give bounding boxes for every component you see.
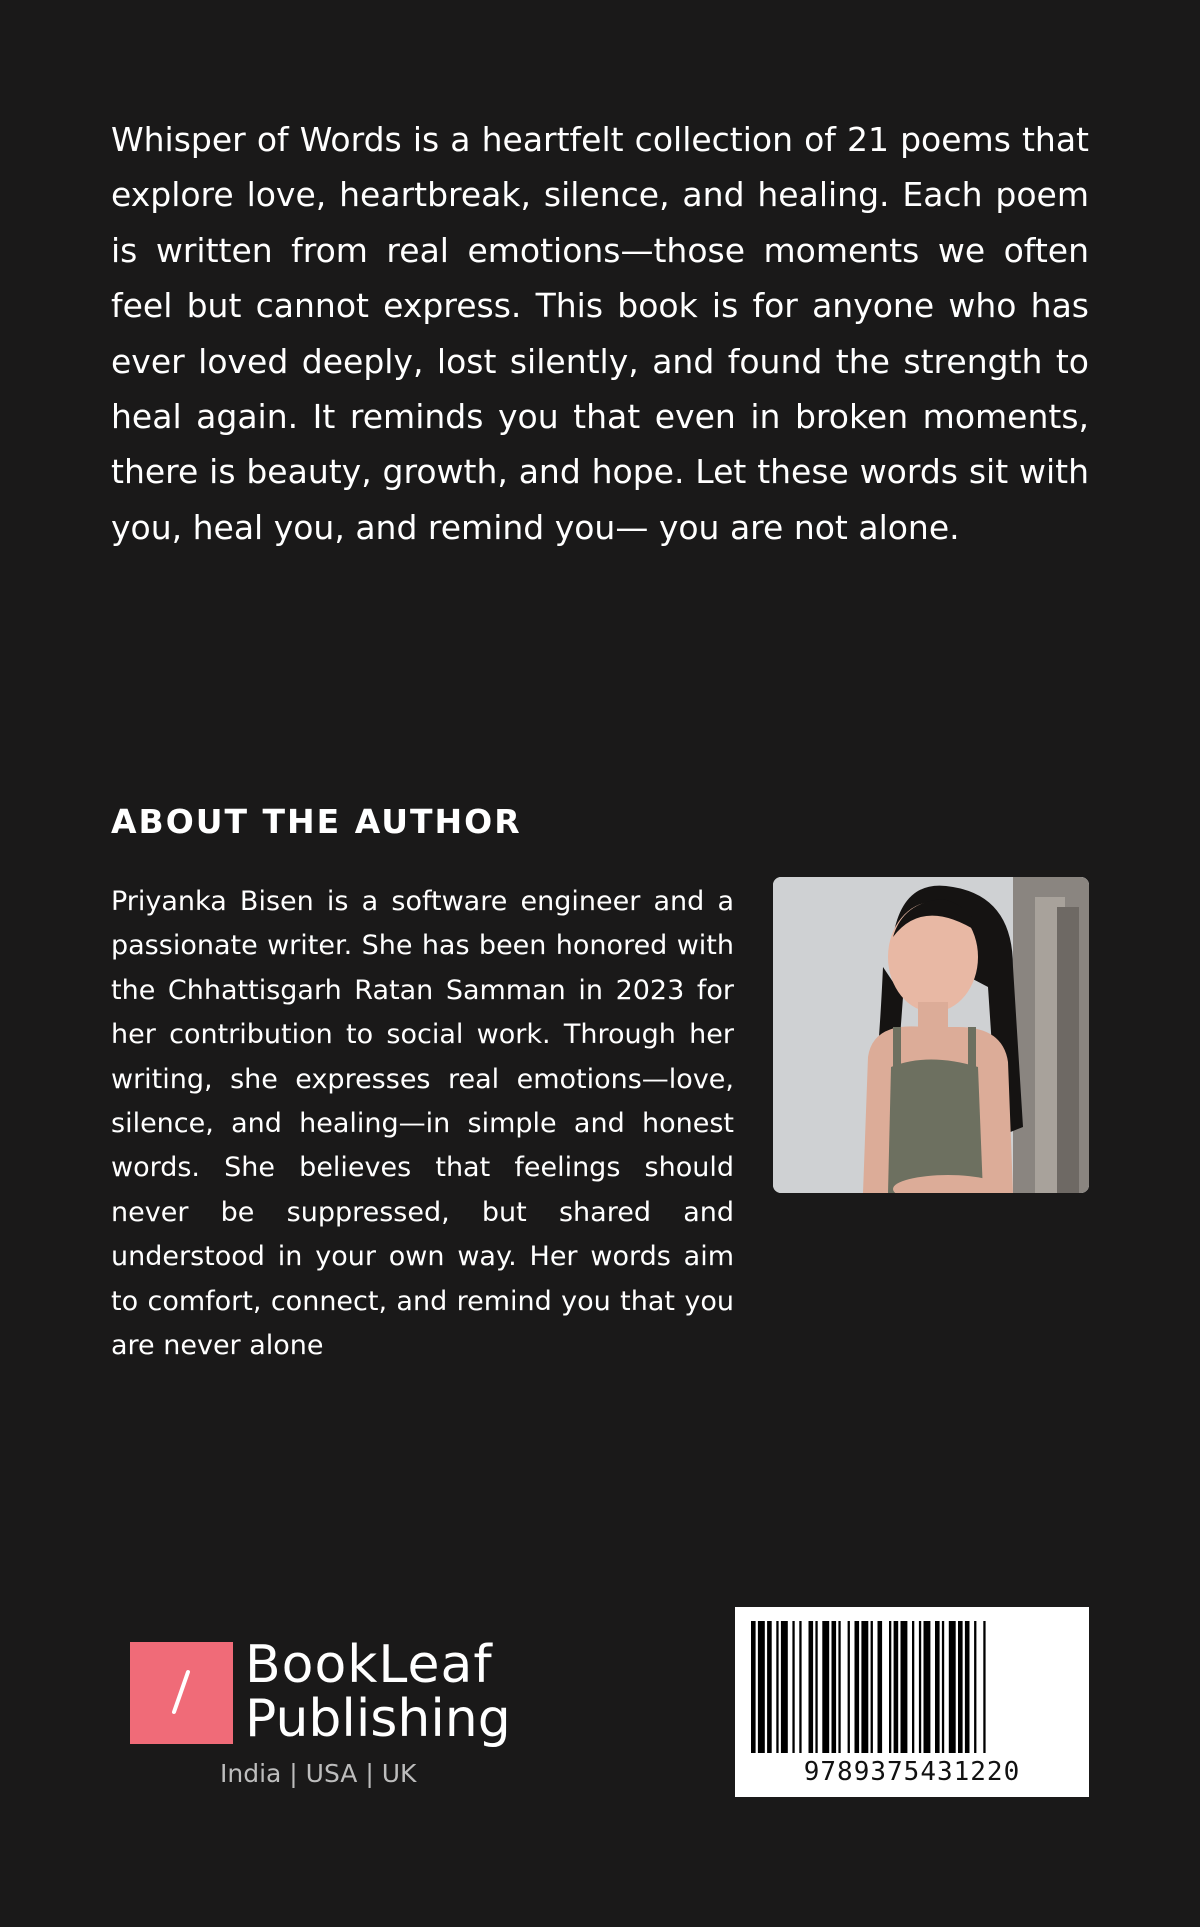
barcode-bar [799, 1621, 801, 1753]
barcode-bar [792, 1621, 794, 1753]
author-portrait-illustration [773, 877, 1089, 1193]
barcode-bar [958, 1621, 963, 1753]
barcode-bar [983, 1621, 985, 1753]
barcode-bar [832, 1621, 837, 1753]
barcode-bar [855, 1621, 860, 1753]
publisher-name-line1: BookLeaf [245, 1635, 493, 1695]
barcode-bar [889, 1621, 891, 1753]
barcode-bar [878, 1621, 883, 1753]
barcode-bar [776, 1621, 778, 1753]
barcode-bar [901, 1621, 908, 1753]
barcode-bar [924, 1621, 931, 1753]
barcode-bar [809, 1621, 814, 1753]
barcode-bar [974, 1621, 976, 1753]
about-author-heading: ABOUT THE AUTHOR [111, 802, 522, 841]
author-bio: Priyanka Bisen is a software engineer and a passionate writer. She has been honored with the Chhattisgarh Ratan Samman in 2023 for her contribution to social work. Through her writing, she expresses real emotions—love, silence, and healing—in simple and honest words. She believes that feelings should never be suppressed, but shared and understood in your own way. Her words aim to comfort, connect, and remind you that you are never alone [111, 886, 734, 1362]
barcode-bar [912, 1621, 914, 1753]
barcode-bar [942, 1621, 944, 1753]
author-photo [773, 877, 1089, 1193]
barcode-bar [758, 1621, 765, 1753]
isbn-barcode [735, 1607, 1089, 1797]
barcode-bar [935, 1621, 940, 1753]
barcode-bar [919, 1621, 921, 1753]
barcode-bar [815, 1621, 817, 1753]
barcode-bar [949, 1621, 956, 1753]
book-blurb: Whisper of Words is a heartfelt collection of 21 poems that explore love, heartbreak, silence, and healing. Each poem is written from real emotions—those moments we often feel but cannot express. This book is for anyone who has ever loved deeply, lost silently, and found the strength to heal again. It reminds you that even in broken moments, there is beauty, growth, and hope. Let these words sit with you, heal you, and remind you— you are not alone. [111, 120, 1089, 547]
isbn-number: 9789375431220 [803, 1757, 1021, 1787]
barcode-bar [767, 1621, 772, 1753]
publisher-regions: India | USA | UK [220, 1759, 417, 1788]
publisher-slash-icon [130, 1642, 233, 1744]
barcode-bar [838, 1621, 840, 1753]
barcode-bar [861, 1621, 868, 1753]
barcode-bar [822, 1621, 829, 1753]
barcode-bar [894, 1621, 899, 1753]
barcode-bar [871, 1621, 873, 1753]
barcode-bar [965, 1621, 970, 1753]
barcode-bar [751, 1621, 756, 1753]
publisher-name-line2: Publishing [245, 1689, 511, 1749]
barcode-bar [781, 1621, 788, 1753]
publisher-logo [130, 1635, 520, 1788]
barcode-bar [848, 1621, 850, 1753]
barcode-bars [747, 1621, 1077, 1753]
